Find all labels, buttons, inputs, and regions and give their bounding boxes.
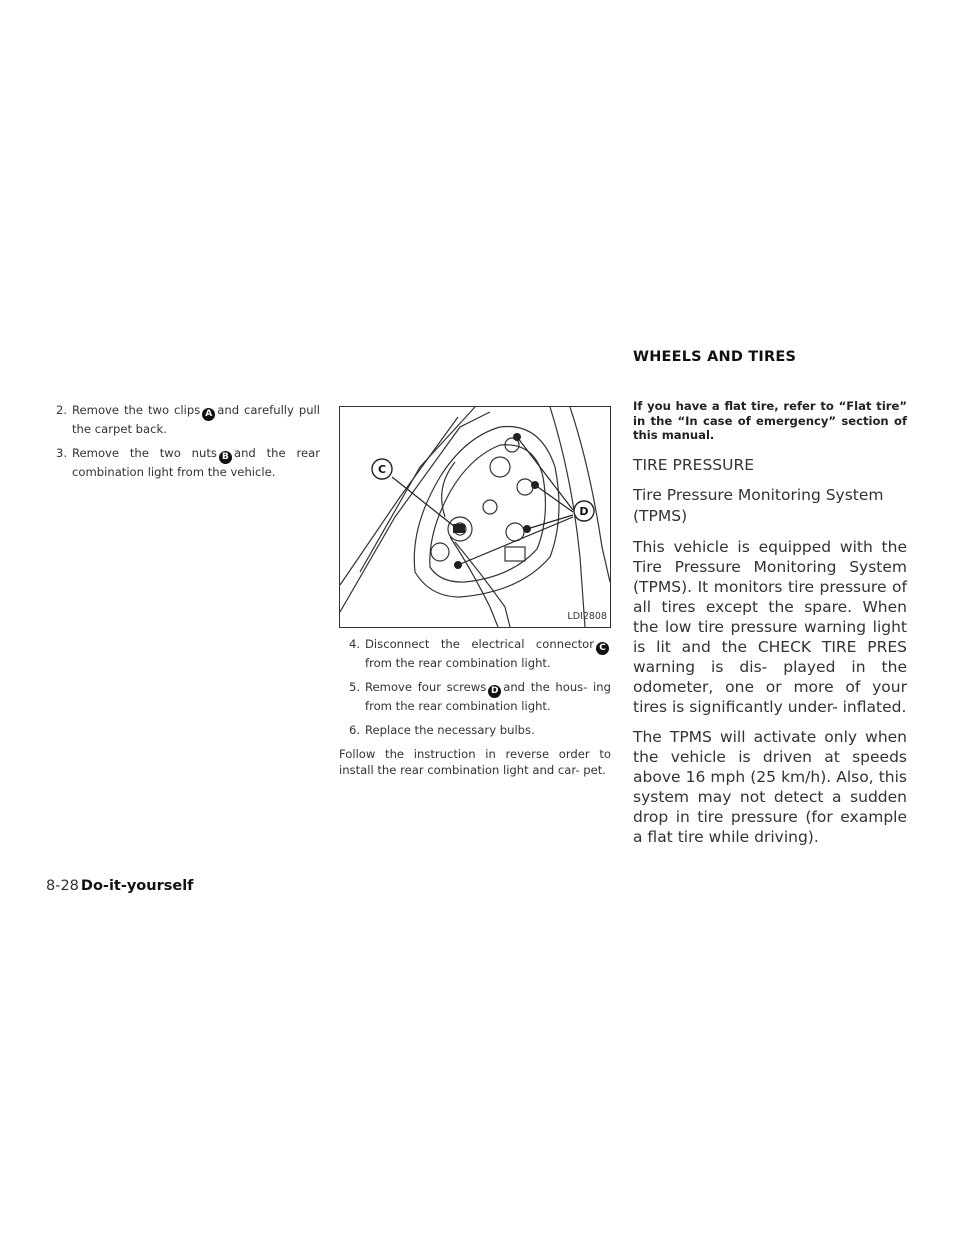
tpms-paragraph-2: The TPMS will activate only when the vehicle is driven at speeds above 16 mph (25 km/h). Also, this system may not detect a sudden drop in tire pressure (for example a flat tire while driving). <box>633 727 907 846</box>
column-1 <box>46 402 320 488</box>
column-3 <box>633 399 907 847</box>
rear-combination-light-illustration <box>340 407 610 627</box>
callout-c: C <box>377 463 387 476</box>
step-2: 2. Remove the two clips A and carefully pull the carpet back. <box>56 403 320 436</box>
tpms-paragraph-1: This vehicle is equipped with the Tire Pressure Monitoring System (TPMS). It monitors tire pressure of all tires except the spare. When the low tire pressure warning light is lit and the CHECK TIRE PRES warning is dis- played in the odometer, one or more of your tires is significantly under- inflated. <box>633 537 907 716</box>
step-5: 5. Remove four screws D and the hous- ing from the rear combination light. <box>349 680 611 713</box>
rear-combination-light-figure <box>339 406 611 628</box>
tire-pressure-heading: TIRE PRESSURE <box>633 455 755 474</box>
step-6: 6. Replace the necessary bulbs. <box>349 723 535 737</box>
follow-instruction: Follow the instruction in reverse order to install the rear combination light and car- pet. <box>339 747 611 777</box>
page-number: 8-28 <box>46 878 79 894</box>
figure-code: LDI2808 <box>567 611 607 622</box>
chapter-title: Do-it-yourself <box>80 878 194 894</box>
marker-d-icon: D <box>488 685 501 698</box>
marker-a-icon: A <box>202 408 215 421</box>
step-4: 4. Disconnect the electrical connector Cfrom the rear combination light. <box>339 636 611 671</box>
callout-d: D <box>579 505 589 518</box>
page-footer <box>46 878 194 894</box>
tpms-subheading: Tire Pressure Monitoring System (TPMS) <box>633 485 884 525</box>
marker-c-icon: C <box>596 642 609 655</box>
marker-b-icon: B <box>219 451 232 464</box>
flat-tire-note: If you have a flat tire, refer to “Flat tire” in the “In case of emergency” section of this manual. <box>633 399 907 442</box>
column-2 <box>339 400 611 778</box>
section-header: WHEELS AND TIRES <box>633 349 797 365</box>
step-3: 3. Remove the two nuts B and the rear combination light from the vehicle. <box>56 446 320 479</box>
